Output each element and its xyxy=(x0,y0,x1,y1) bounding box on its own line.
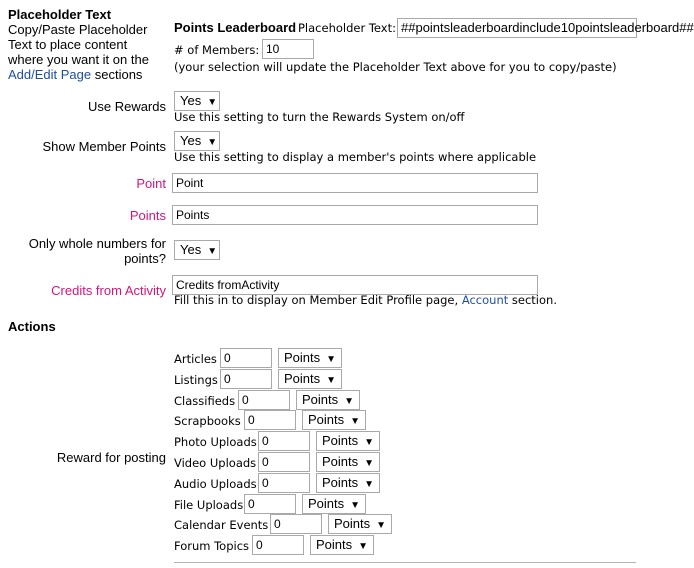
action-unit-select[interactable] xyxy=(278,369,342,389)
action-label: File Uploads xyxy=(174,498,244,512)
action-label: Calendar Events xyxy=(174,518,269,532)
use-rewards-select[interactable] xyxy=(174,91,220,111)
action-label: Video Uploads xyxy=(174,456,257,470)
action-label: Articles xyxy=(174,352,217,366)
action-unit-select[interactable] xyxy=(316,473,380,493)
action-unit-select[interactable] xyxy=(328,514,392,534)
chevron-down-icon: ▼ xyxy=(326,354,337,365)
action-points-input[interactable]: 0 xyxy=(220,348,272,368)
action-unit-select[interactable] xyxy=(302,494,366,514)
action-label: Photo Uploads xyxy=(174,435,257,449)
show-member-points-label: Show Member Points xyxy=(42,139,166,154)
action-points-input[interactable]: 0 xyxy=(252,535,304,555)
action-points-input[interactable]: 0 xyxy=(270,514,322,534)
point-label: Point xyxy=(136,176,166,191)
action-label: Classifieds xyxy=(174,394,236,408)
action-unit-select[interactable] xyxy=(278,348,342,368)
action-label: Scrapbooks xyxy=(174,414,241,428)
action-unit-value: Points xyxy=(302,392,339,407)
bottom-divider xyxy=(174,562,636,563)
credits-input[interactable]: Credits fromActivity xyxy=(172,275,538,295)
action-unit-value: Points xyxy=(316,537,353,552)
actions-title: Actions xyxy=(8,319,56,334)
action-unit-value: Points xyxy=(308,496,345,511)
whole-numbers-label-line1: Only whole numbers for xyxy=(28,236,166,251)
placeholder-description xyxy=(8,22,149,82)
action-label: Audio Uploads xyxy=(174,477,257,491)
action-unit-select[interactable] xyxy=(302,410,366,430)
whole-numbers-select[interactable] xyxy=(174,240,220,260)
use-rewards-label: Use Rewards xyxy=(87,99,166,114)
chevron-down-icon: ▼ xyxy=(207,137,218,148)
action-unit-value: Points xyxy=(322,433,359,448)
account-link[interactable]: Account xyxy=(461,293,509,307)
chevron-down-icon: ▼ xyxy=(350,416,361,427)
chevron-down-icon: ▼ xyxy=(364,479,375,490)
placeholder-desc-line3: where you want it on the xyxy=(8,52,149,67)
point-input[interactable]: Point xyxy=(172,173,538,193)
action-unit-value: Points xyxy=(322,454,359,469)
placeholder-note: (your selection will update the Placeholder Text above for you to copy/paste) xyxy=(174,60,617,74)
action-unit-value: Points xyxy=(308,412,345,427)
whole-numbers-value: Yes xyxy=(180,242,202,257)
action-unit-value: Points xyxy=(284,371,321,386)
reward-for-posting-label: Reward for posting xyxy=(56,450,166,465)
whole-numbers-label-line2: points? xyxy=(124,251,166,266)
members-count-input[interactable]: 10 xyxy=(262,39,314,59)
action-points-input[interactable]: 0 xyxy=(258,431,310,451)
action-points-input[interactable]: 0 xyxy=(220,369,272,389)
chevron-down-icon: ▼ xyxy=(358,541,369,552)
chevron-down-icon: ▼ xyxy=(350,500,361,511)
placeholder-text-input[interactable]: ##pointsleaderboardinclude10pointsleaderboard## xyxy=(397,18,637,38)
placeholder-desc-line4 xyxy=(8,67,149,82)
placeholder-section-title: Placeholder Text xyxy=(8,7,112,22)
chevron-down-icon: ▼ xyxy=(364,458,375,469)
action-points-input[interactable]: 0 xyxy=(238,390,290,410)
placeholder-text-label: Placeholder Text: xyxy=(298,21,396,35)
placeholder-desc-line2: Text to place content xyxy=(8,37,128,52)
placeholder-desc-line1: Copy/Paste Placeholder xyxy=(8,22,148,37)
action-unit-value: Points xyxy=(334,516,371,531)
action-unit-value: Points xyxy=(322,475,359,490)
whole-numbers-label xyxy=(6,236,166,266)
action-unit-select[interactable] xyxy=(296,390,360,410)
action-label: Forum Topics xyxy=(174,539,250,553)
credits-help-prefix: Fill this in to display on Member Edit Profile page, xyxy=(174,293,462,307)
members-label: # of Members: xyxy=(174,43,260,57)
chevron-down-icon: ▼ xyxy=(207,246,218,257)
action-unit-select[interactable] xyxy=(316,431,380,451)
chevron-down-icon: ▼ xyxy=(326,375,337,386)
show-member-points-help: Use this setting to display a member's points where applicable xyxy=(174,150,537,164)
points-leaderboard-label: Points Leaderboard xyxy=(174,20,297,35)
action-points-input[interactable]: 0 xyxy=(258,452,310,472)
use-rewards-help: Use this setting to turn the Rewards System on/off xyxy=(174,110,465,124)
add-edit-page-link[interactable]: Add/Edit Page xyxy=(8,67,92,82)
credits-help xyxy=(174,293,557,307)
use-rewards-value: Yes xyxy=(180,93,202,108)
show-member-points-value: Yes xyxy=(180,133,202,148)
chevron-down-icon: ▼ xyxy=(376,520,387,531)
action-points-input[interactable]: 0 xyxy=(244,410,296,430)
action-label: Listings xyxy=(174,373,218,387)
action-unit-select[interactable] xyxy=(316,452,380,472)
points-input[interactable]: Points xyxy=(172,205,538,225)
points-label: Points xyxy=(129,208,166,223)
credits-help-suffix: section. xyxy=(508,293,557,307)
action-unit-select[interactable] xyxy=(310,535,374,555)
chevron-down-icon: ▼ xyxy=(364,437,375,448)
placeholder-desc-tail: sections xyxy=(91,67,143,82)
action-points-input[interactable]: 0 xyxy=(244,494,296,514)
show-member-points-select[interactable] xyxy=(174,131,220,151)
chevron-down-icon: ▼ xyxy=(344,396,355,407)
chevron-down-icon: ▼ xyxy=(207,97,218,108)
action-points-input[interactable]: 0 xyxy=(258,473,310,493)
credits-label: Credits from Activity xyxy=(51,283,166,298)
action-unit-value: Points xyxy=(284,350,321,365)
